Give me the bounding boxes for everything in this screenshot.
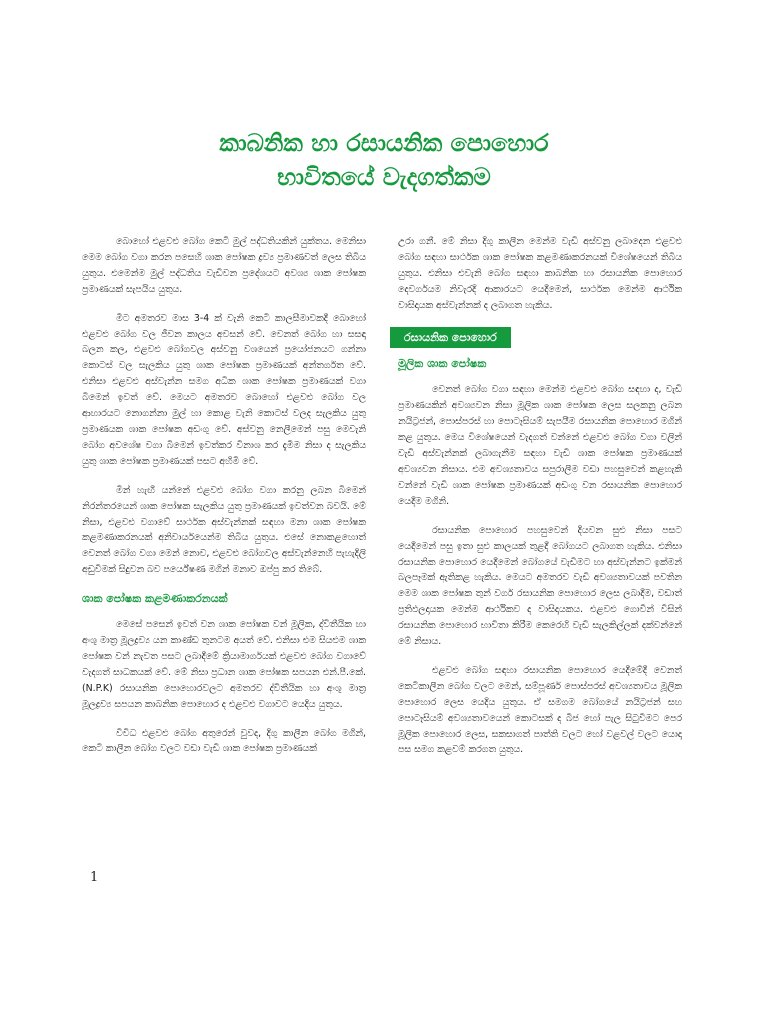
left-paragraph-4: මෙසේ පසෙන් ඉවත් වන ශාක පෝෂක වන් මූලික, ද්විතීයික හා අංශු මාත්‍ර මූලද්‍රව්‍ය යන කාණ්ඩ තුනටම අයත් වේ. එනිසා එම සියළුම ශාක පෝෂක වන් නැවත පසට ලබාදීමේ ක්‍රියාමාර්ගයක් එළවළු බෝග වගාවේ වැදගත් සාධකයක් වේ. මේ නිසා ප්‍රධාන ශාක පෝෂක සපයන එන්.පී.කේ.(N.P.K) රසායනික පොහොරවලට අමතරව ද්විතීයික හා අංශු මාත්‍ර මූලද්‍රව්‍ය සපයන කාබනික පොහොර ද එළවළු වගාවට යෙදිය යුතුය. [82,619,366,710]
right-paragraph-3: රසායනික පොහොර පහසුවෙන් දියවන සුළු නිසා පසට යෙදීමෙන් පසු ඉතා සුළු කාලයක් තුළදී බෝගයට ලබාගත හැකිය. එනිසා රසායනික පොහොර යෙදීමෙන් බෝගයේ වැඩීමට හා අස්වැන්නට ඉක්මන් බලපෑමක් ඇතිකළ හැකිය. මෙයට අමතරව වැඩි අවශ්‍යතාවයක් පවතින මෙම ශාක පෝෂක තුන් වර්ග රසායනික පොහොර ලෙස ලබාදීම, වඩාත් ප්‍රතිඵලදායක මෙන්ම ආර්ථිකව ද වාසිදායකය. එළවළු ගොවීන් විසින් රසායනික පොහොර භාවිතා කිරීම කෙරෙහි වැඩි සැලකිල්ලක් දක්වන්නේ මේ නිසාය. [398,524,682,648]
page-number: 1 [90,870,99,885]
page-title-line-2: භාවිතයේ වැදගත්කම [277,163,491,191]
page-title-line-1: කාබනික හා රසායනික පොහොර [219,129,549,157]
section-heading-nutrient-management: ශාක පෝෂක කළමණාකරනයක් [82,592,228,606]
left-paragraph-5: විවිධ එළවළු බෝග අතුරෙන් වුවද, දිගු කාලීන බෝග මගින්, කෙටි කාලීන බෝග වලට වඩා වැඩි ශාක පෝෂක ප්‍රමාණයක් [82,727,366,755]
left-column [82,234,366,770]
right-paragraph-4: එළවළු බෝග සඳහා රසායනික පොහොර යෙදීමේදී වෙනත් කෙටිකාලීන බෝග වලට මෙන්, සම්පූර්ණ පොස්පරස් අවශ්‍යතාවය මූලික පොහොර ලෙස යෙදිය යුතුය. ඒ සමගම බෝගයේ නයිට්‍රජන් සහ පොටෑසියම් අවශ්‍යතාවයෙන් කොටසක් ද බීජ හෝ පැල සිටුවීමට පෙර මූලික පොහොර ලෙස, සකසාගත් පාත්ති වලට හෝ වළවල් වලට යොදා පස සමග කළවම් කරගත යුතුය. [398,664,682,756]
section-banner-chemical-fertilizer: රසායනික පොහොර [390,327,511,349]
left-paragraph-2: මීට අමතරව මාස 3-4 ක් වැනි කෙටි කාලසීමාවකදී බොහෝ එළවළු බෝග වල ජීවන කාලය අවසන් වේ. වෙනත් බෝග හා සසඳා බලන කල, එළවළු බෝගවල අස්වනු වශයෙන් ප්‍රයෝජනයට ගන්නා කොටස් වල සැලකිය යුතු ශාක පෝෂක ප්‍රමාණයක් අන්තර්ගත වේ. එනිසා එළවළු අස්වැන්න සමග අධික ශාක පෝෂක ප්‍රමාණයක් වගා බිමෙන් ඉවත් වේ. මෙයට අමතරව බොහෝ එළවළු බෝග වල ආහාරයට නොගන්නා මුල් හා කොළ වැනි කොටස් වලද සැලකිය යුතු ප්‍රමාණයක ශාක පෝෂක අඩංගු වේ. අස්වනු නෙලීමෙන් පසු මෙවැනි බෝග අවශේෂ වගා බිමෙන් ඉවත්කර විනාශ කර දැමීම නිසා ද සැලකිය යුතු ශාක පෝෂක ප්‍රමාණයක් පසට අහිමි වේ. [82,312,366,467]
right-paragraph-2: වෙනත් බෝග වගා සඳහා මෙන්ම එළවළු බෝග සඳහා ද, වැඩි ප්‍රමාණයකින් අවශ්‍යවන නිසා මූලික ශාක පෝෂක ලෙස සලකනු ලබන නයිට්‍රජන්, පොස්පරස් හා පොටෑසියම් සැපයීම රසායනික පොහොර මගින් කළ යුතුය. මෙය විශේෂයෙන් වැදගත් වන්නේ එළවළු බෝග වගා වලින් වැඩි අස්වැන්නක් ලබාගැනීම සඳහා වැඩි ශාක පෝෂක ප්‍රමාණයක් අවශ්‍යවන නිසාය. එම අවශ්‍යතාවය සපුරාලීම වඩා පහසුවෙන් කළහැකි වන්නේ වැඩි ශාක පෝෂක ප්‍රමාණයක් අඩංගු වන රසායනික පොහොර යෙදීම මගිනි. [398,384,682,507]
right-paragraph-1: උරා ගනී. මේ නිසා දිගු කාලීන මෙන්ම වැඩි අස්වනු ලබාදෙන එළවළු බෝග සඳහා සාර්ථක ශාක පෝෂක කළමණාකරනයක් විශේෂයෙන් තිබිය යුතුය. එනිසා එවැනි බෝග සඳහා කාබනික හා රසායනික පොහොර දෙවර්ගයම නිවැරදි ආකාරයට යෙදීමෙන්, සාර්ථක මෙන්ම ආර්ථික වාසිදායක අස්වැන්නක් ද ලබාගත හැකිය. [398,236,682,311]
right-column [398,234,682,771]
left-paragraph-3: මින් හැඟී යන්නේ එළවළු බෝග වගා කරනු ලබන බිමෙන් නිරන්තරයෙන් ශාක පෝෂක සැලකිය යුතු ප්‍රමාණයක් ඉවත්වන බවයි. මේ නිසා, එළවළු වගාවේ සාර්ථක අස්වැන්නක් සඳහා මනා ශාක පෝෂක කළමණාකරනයක් අනිවාර්යයෙන්ම තිබිය යුතුය. එසේ නොකළහොත් වෙනත් බෝග වගා මෙන් නොව, එළවළු බෝගවල අස්වැන්නෙහි පැහැදිලි අඩුවීමක් සිදුවන බව පර්යේෂණ මගින් මනාව ඔප්පු කර තිබේ. [82,484,366,576]
left-paragraph-1: බොහෝ එළවළු බෝග කෙටි මුල් පද්ධතියකින් යුක්තය. මෙනිසා මෙම බෝග වගා කරන පසෙහි ශාක පෝෂක ද්‍රව්‍ය ප්‍රමාණවත් ලෙස තිබිය යුතුය. එමෙන්ම මුල් පද්ධතිය වැඩිවන ප්‍රදේශයට අවශ්‍ය ශාක පෝෂක ප්‍රමාණයක් සැපයිය යුතුය. [82,236,366,295]
subheading-primary-nutrients: මූලික ශාක පෝෂක [398,357,487,371]
